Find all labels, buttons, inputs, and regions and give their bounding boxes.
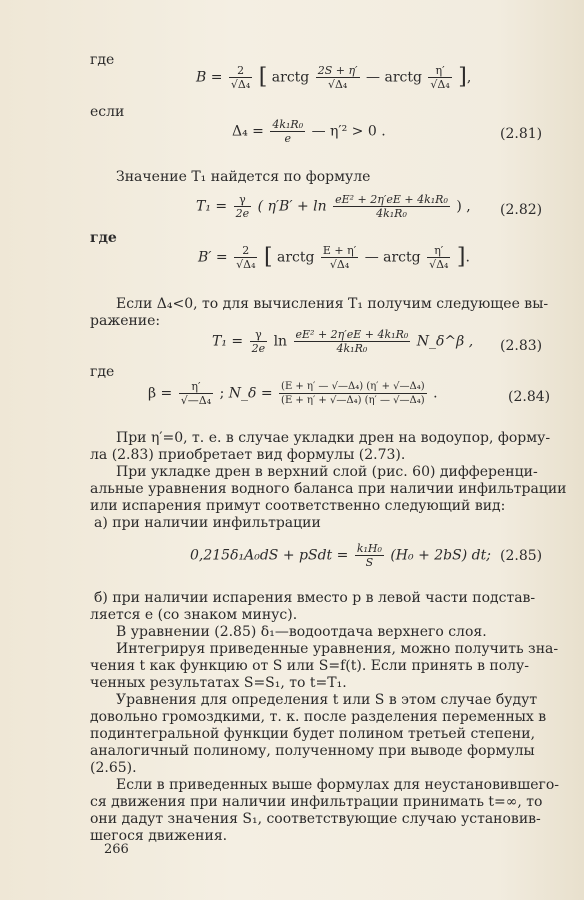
- eq-bprime-coef: [234, 244, 257, 271]
- eq-bprime-coef-num: 2: [234, 244, 257, 258]
- eq-2-82-frac: [333, 193, 450, 220]
- eq-bprime-frac1-num: E + η′: [322, 244, 357, 257]
- eq-b-frac1: [316, 64, 360, 91]
- text-p5-line1: Уравнения для определения t или S в этом случае будут: [116, 692, 538, 708]
- eq-b-arctg1: arctg: [271, 69, 310, 86]
- text-gde-2: где: [90, 230, 117, 246]
- eq-2-82-lhs: T₁ =: [196, 198, 228, 215]
- eq-2-81-frac-den: e: [284, 132, 291, 145]
- eq-b-coef-den: √Δ₄: [230, 78, 251, 91]
- text-gde-1: где: [90, 52, 115, 68]
- eq-2-82-frac-num: eE² + 2η′eE + 4k₁R₀: [335, 193, 448, 206]
- text-p2-line1: При укладке дрен в верхний слой (рис. 60) дифференци-: [116, 464, 538, 480]
- equation-number-2-82: (2.82): [500, 202, 543, 218]
- text-p2-line3: или испарения примут соответственно следующий вид:: [90, 498, 506, 514]
- text-p5-line5: (2.65).: [90, 760, 137, 776]
- eq-bprime-arctg1: arctg: [276, 249, 315, 266]
- eq-2-82-coef: [234, 193, 252, 220]
- text-p6-line2: ся движения при наличии инфильтрации принимать t=∞, то: [90, 794, 543, 810]
- eq-b-frac1-den: √Δ₄: [327, 78, 348, 91]
- eq-2-84-tail: .: [433, 385, 438, 402]
- eq-2-82-mid: ( η′B′ + ln: [257, 198, 327, 215]
- eq-bprime-frac2-num: η′: [427, 244, 450, 258]
- text-p5-line3: подинтегральной функции будет полином третьей степени,: [90, 726, 536, 742]
- eq-2-82-frac-den: 4k₁R₀: [376, 207, 407, 220]
- text-p4-line1: Интегрируя приведенные уравнения, можно получить зна-: [116, 641, 559, 657]
- eq-bprime-tail: .: [465, 249, 470, 266]
- eq-2-82-coef-den: 2e: [235, 207, 250, 220]
- equation-number-2-81: (2.81): [500, 126, 543, 142]
- text-case-b-line2: ляется e (со знаком минус).: [90, 607, 298, 623]
- text-t1-intro: Значение T₁ найдется по формуле: [116, 169, 371, 185]
- eq-b-arctg2: arctg: [384, 69, 422, 86]
- equation-number-2-83: (2.83): [500, 338, 543, 354]
- eq-2-83-tail: N_δ^β ,: [416, 333, 474, 350]
- eq-2-83-coef: [250, 328, 268, 355]
- equation-number-2-85: (2.85): [500, 548, 543, 564]
- eq-2-84-frac1-num: η′: [179, 380, 213, 394]
- page-number: 266: [104, 842, 129, 857]
- text-p4-line2: чения t как функцию от S или S=f(t). Если принять в полу-: [90, 658, 530, 674]
- eq-bprime-frac2-den: √Δ₄: [429, 258, 449, 271]
- eq-2-85-frac-num: k₁H₀: [356, 542, 382, 555]
- text-if-delta-line2: ражение:: [90, 313, 161, 329]
- text-case-a: а) при наличии инфильтрации: [94, 515, 321, 531]
- equation-2-81: [232, 118, 386, 145]
- eq-2-81-lhs: Δ₄ =: [232, 123, 264, 140]
- eq-bprime-coef-den: √Δ₄: [236, 258, 256, 271]
- equation-2-83: [212, 328, 473, 355]
- eq-b-lhs: B =: [196, 69, 223, 86]
- eq-2-85-rhs: (H₀ + 2bS) dt;: [390, 547, 491, 564]
- eq-2-84-frac1: [179, 380, 213, 407]
- eq-2-84-frac2-den: (E + η′ + √—Δ₄) (η′ — √—Δ₄): [281, 395, 425, 406]
- eq-b-frac2: [428, 64, 451, 91]
- eq-2-82-tail: ) ,: [456, 198, 471, 215]
- eq-2-83-ln: ln: [273, 333, 288, 350]
- text-p5-line2: довольно громоздкими, т. к. после разделения переменных в: [90, 709, 547, 725]
- equation-2-85: [190, 542, 491, 569]
- text-p1-line2: ла (2.83) приобретает вид формулы (2.73).: [90, 447, 406, 463]
- text-p6-line1: Если в приведенных выше формулах для неустановившего-: [116, 777, 559, 793]
- text-gde-3: где: [90, 364, 115, 380]
- eq-2-83-frac-den: 4k₁R₀: [336, 342, 368, 355]
- eq-2-84-sep: ;: [219, 385, 225, 402]
- eq-bprime-frac2: [427, 244, 450, 271]
- text-p5-line4: аналогичный полиному, полученному при выводе формулы: [90, 743, 535, 759]
- eq-b-minus: —: [366, 69, 381, 86]
- text-p2-line2: альные уравнения водного баланса при наличии инфильтрации: [90, 481, 567, 497]
- eq-2-83-frac-num: eE² + 2η′eE + 4k₁R₀: [295, 328, 409, 341]
- eq-b-frac2-num: η′: [428, 64, 451, 78]
- text-p3: В уравнении (2.85) δ₁—водоотдача верхнего слоя.: [116, 624, 487, 640]
- equation-number-2-84: (2.84): [508, 389, 551, 405]
- eq-b-frac1-num: 2S + η′: [317, 64, 358, 77]
- equation-b-prime: B′ = $\frac{2}{\text{√Δ₄}}$ [ arctg $\frac{E + \eta'}{\text{√Δ₄}}$ — arctg $\frac{\eta'}{\text{√Δ₄}}$ ].: [198, 244, 470, 271]
- eq-2-83-lhs: T₁ =: [212, 333, 244, 350]
- eq-2-83-coef-den: 2e: [251, 342, 266, 355]
- equation-2-84: [148, 380, 438, 407]
- eq-bprime-lhs: B′ =: [198, 249, 228, 266]
- eq-b-coef-num: 2: [229, 64, 252, 78]
- equation-b: B = $\frac{2}{\text{√Δ₄}}$ [ arctg $\frac{2S + \eta'}{\text{√Δ₄}}$ — arctg $\frac{\eta'}{\text{√Δ₄}}$ ],: [196, 64, 472, 91]
- eq-bprime-minus: —: [364, 249, 379, 266]
- eq-2-82-coef-num: γ: [234, 193, 252, 207]
- equation-2-82: [196, 193, 471, 220]
- eq-2-85-frac-den: S: [365, 556, 374, 569]
- eq-2-81-frac: [270, 118, 305, 145]
- eq-2-84-frac2: [279, 380, 427, 407]
- eq-2-85-lhs: 0,215δ₁A₀dS + pSdt =: [190, 547, 349, 564]
- eq-2-84-lhs: β =: [148, 385, 173, 402]
- eq-2-85-frac: [355, 542, 384, 569]
- eq-2-84-frac2-num: (E + η′ — √—Δ₄) (η′ + √—Δ₄): [281, 381, 425, 392]
- eq-bprime-arctg2: arctg: [383, 249, 421, 266]
- text-p4-line3: ченных результатах S=S₁, то t=T₁.: [90, 675, 347, 691]
- text-p6-line3: они дадут значения S₁, соответствующие случаю установив-: [90, 811, 541, 827]
- text-p6-line4: шегося движения.: [90, 828, 228, 844]
- text-if-delta-line1: Если Δ₄<0, то для вычисления T₁ получим следующее вы-: [116, 296, 549, 312]
- eq-2-84-lhs2: N_δ =: [228, 385, 273, 402]
- eq-b-tail: ,: [466, 69, 472, 86]
- eq-b-coef: [229, 64, 252, 91]
- eq-bprime-frac1: [321, 244, 358, 271]
- eq-2-81-rest: — η′² > 0 .: [311, 123, 386, 140]
- eq-2-84-frac1-den: √—Δ₄: [180, 394, 212, 407]
- text-case-b-line1: б) при наличии испарения вместо p в левой части подстав-: [94, 590, 536, 606]
- eq-2-83-coef-num: γ: [250, 328, 268, 342]
- text-esli: если: [90, 104, 125, 120]
- eq-2-83-frac: [294, 328, 411, 355]
- eq-b-frac2-den: √Δ₄: [430, 78, 450, 91]
- eq-2-81-frac-num: 4k₁R₀: [272, 118, 304, 131]
- text-p1-line1: При η′=0, т. е. в случае укладки дрен на водоупор, форму-: [116, 430, 551, 446]
- eq-bprime-frac1-den: √Δ₄: [329, 258, 350, 271]
